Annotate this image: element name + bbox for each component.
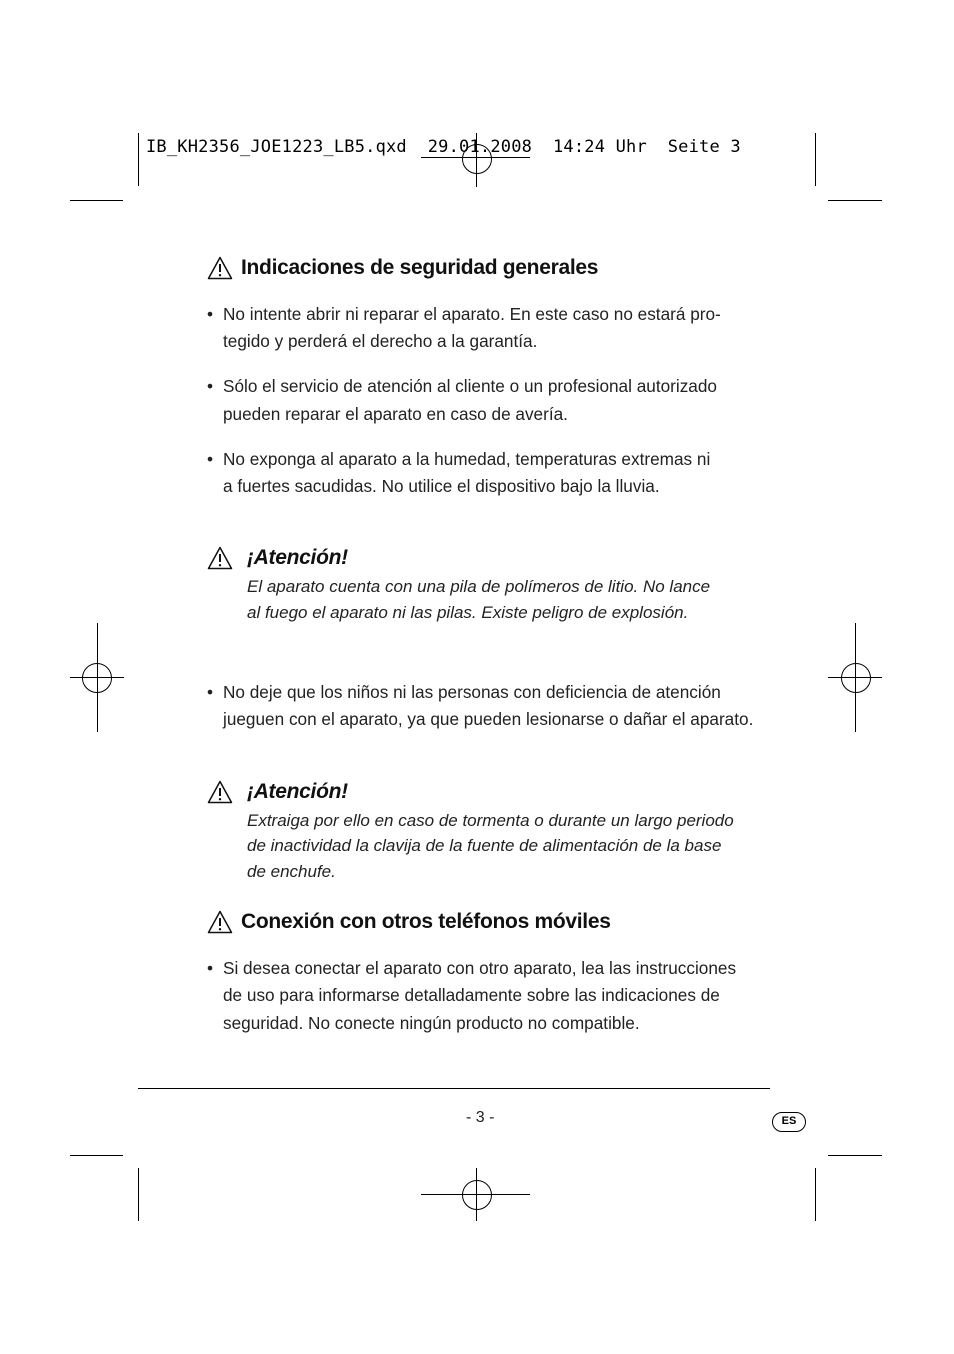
crop-mark (815, 1168, 816, 1221)
attention-heading (207, 546, 777, 570)
crop-mark (828, 1155, 882, 1156)
attention-heading (207, 780, 777, 804)
crop-mark (828, 200, 882, 201)
attention-title: ¡Atención! (247, 546, 348, 570)
language-badge: ES (772, 1112, 806, 1132)
slug-line: IB_KH2356_JOE1223_LB5.qxd 29.01.2008 14:24 Uhr Seite 3 (146, 137, 741, 157)
crop-mark (70, 200, 123, 201)
crop-mark (138, 133, 139, 186)
warning-icon (207, 780, 233, 804)
list-item: • Sólo el servicio de atención al cliente o un profesional autorizado pueden reparar el aparato en caso de avería. (207, 373, 777, 427)
crop-mark (815, 133, 816, 186)
warning-icon (207, 256, 233, 280)
list-item: • Si desea conectar el aparato con otro aparato, lea las instrucciones de uso para informarse detalladamente sobre las indicaciones de seguridad. No conecte ningún producto no compatible. (207, 955, 777, 1037)
list-item: • No intente abrir ni reparar el aparato. En este caso no estará pro- tegido y perderá el derecho a la garantía. (207, 301, 777, 355)
registration-circle (82, 663, 112, 693)
attention-text: El aparato cuenta con una pila de polímeros de litio. No lance al fuego el aparato ni las pilas. Existe peligro de explosión. (247, 577, 711, 622)
warning-icon (207, 910, 233, 934)
list-item: • No exponga al aparato a la humedad, temperaturas extremas ni a fuertes sacudidas. No utilice el dispositivo bajo la lluvia. (207, 446, 777, 500)
page-number: - 3 - (466, 1109, 495, 1126)
list-item: • No deje que los niños ni las personas con deficiencia de atención jueguen con el aparato, ya que pueden lesionarse o dañar el aparato. (207, 679, 777, 733)
attention-title: ¡Atención! (247, 779, 348, 803)
section-heading-general (207, 256, 777, 280)
registration-circle (462, 1180, 492, 1210)
warning-icon (207, 546, 233, 570)
general-bullet-list (207, 283, 777, 518)
section-heading-connection (207, 910, 777, 934)
registration-circle (841, 663, 871, 693)
section-title: Indicaciones de seguridad generales (241, 256, 599, 279)
children-bullet-list (207, 661, 777, 751)
safety-content (207, 256, 777, 1055)
crop-mark (138, 1168, 139, 1221)
crop-mark (70, 1155, 123, 1156)
connection-bullet-list (207, 937, 777, 1055)
footer-divider (138, 1088, 770, 1089)
attention-text: Extraiga por ello en caso de tormenta o durante un largo periodo de inactividad la clavija de la fuente de alimentación de la base de enchufe. (247, 810, 734, 881)
section-title: Conexión con otros teléfonos móviles (241, 910, 611, 934)
